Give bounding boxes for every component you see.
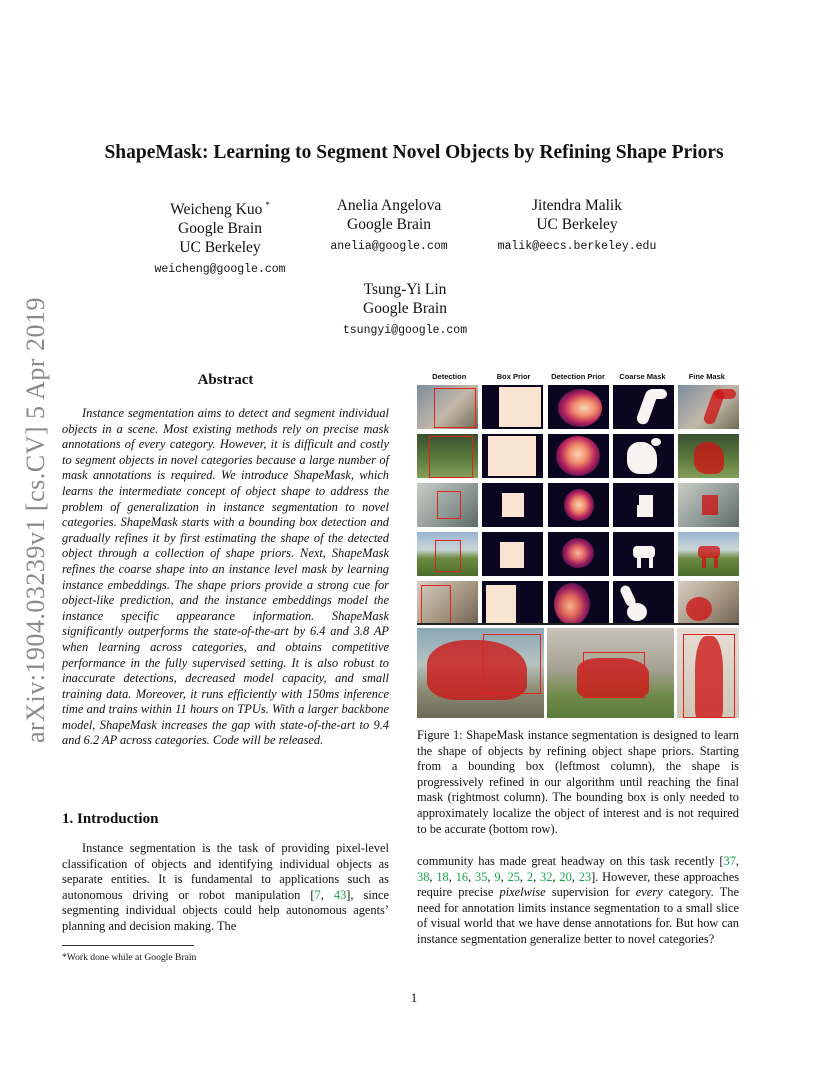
abstract-text: Instance segmentation aims to detect and segment individual objects in a scene. Most existing methods rely on precise mask annotations of every category. However, it is difficult and costly to segment objects in novel categories because a large number of mask annotations is required. We introduce ShapeMask, which learns the intermediate concept of object shape to address the problem of generalization in instance segmentation to novel categories. ShapeMask starts with a bounding box detection and gradually refines it by first estimating the shape of the detected object through a collection of shape priors. Next, ShapeMask refines the coarse shape into an instance level mask by learning instance embeddings. The shape priors provide a strong cue for object-like prediction, and the instance embeddings model the instance specific appearance information. ShapeMask significantly outperforms the state-of-the-art by 6.4 and 3.8 AP when learning across categories, and obtains competitive performance in the fully supervised setting. It is also robust to inaccurate detections, decreased model capacity, and small training data. Moreover, it runs efficiently with 150ms inference time and trains within 11 hours on TPUs. With a larger backbone model, ShapeMask increases the gap with state-of-the-art to 9.4 and 6.2 AP across categories. Code will be released. [62, 406, 389, 748]
author-email[interactable]: weicheng@google.com [154, 263, 286, 277]
coarse-mask-image [613, 581, 674, 625]
citation-link[interactable]: 32 [540, 869, 553, 884]
abstract-heading: Abstract [197, 372, 254, 388]
citation-link[interactable]: 23 [578, 869, 592, 884]
detection-prior-image [548, 483, 609, 527]
emphasis-text: every [635, 885, 663, 900]
footnote: *Work done while at Google Brain [62, 952, 197, 963]
figure-column-headers [417, 372, 739, 384]
figure-bottom-row [417, 628, 739, 718]
citation-link[interactable]: 38 [417, 869, 430, 884]
detection-image [417, 385, 478, 429]
coarse-mask-image [613, 483, 674, 527]
figure-caption: Figure 1: ShapeMask instance segmentation is designed to learn the shape of objects by refining object shape priors. Starting from a bounding box (leftmost column), the shape is progressively refined in our algorithm until reaching the final mask (rightmost column). The bounding box is only needed to approximately localize the object of interest and is not required to be accurate (bottom row). [417, 728, 739, 836]
person-example-image [677, 628, 739, 718]
column-header: Detection [432, 372, 467, 381]
citation-link[interactable]: 35 [475, 869, 488, 884]
detection-image [417, 483, 478, 527]
body-text: category. The need for annotation limits instance segmentation to a small slice of visual world that we have dense annotations for. But how can instance segmentation generalize better to novel categories? [417, 885, 739, 946]
coarse-mask-image [613, 532, 674, 576]
author-name: Tsung-Yi Lin [363, 281, 447, 298]
citation-link[interactable]: 43 [333, 887, 347, 902]
author-affiliation: Google Brain [347, 216, 431, 233]
figure-separator [417, 623, 739, 625]
box-prior-image [482, 483, 543, 527]
footnote-mark: * [265, 200, 270, 210]
page-number: 1 [410, 990, 418, 1005]
citation-link[interactable]: 37 [723, 854, 736, 868]
fine-mask-image [678, 581, 739, 625]
dog-bed-example-image [547, 628, 674, 718]
citation-link[interactable]: 16 [455, 869, 469, 884]
coarse-mask-image [613, 434, 674, 478]
detection-prior-image [548, 434, 609, 478]
detection-prior-image [548, 581, 609, 625]
detection-prior-image [548, 385, 609, 429]
citation-link[interactable]: 7 [314, 887, 321, 902]
intro-paragraph: Instance segmentation is the task of providing pixel-level classification of objects and identifying individual objects as separate entities. It is fundamental to applications such as autonomous driving or robot manipulation [7, 43], since segmenting individual objects could help autonomous agents’ planning and decision making. The [62, 841, 390, 933]
elephant-example-image [417, 628, 544, 718]
author-email[interactable]: malik@eecs.berkeley.edu [497, 240, 657, 253]
coarse-mask-image [613, 385, 674, 429]
box-prior-image [482, 434, 543, 478]
author-name: Jitendra Malik [532, 197, 622, 214]
fine-mask-image [678, 483, 739, 527]
detection-image [417, 581, 478, 625]
arxiv-identifier: arXiv:1904.03239v1 [cs.CV] 5 Apr 2019 [21, 297, 50, 744]
body-text: supervision for [545, 885, 636, 900]
box-prior-image [482, 581, 543, 625]
author-name: Anelia Angelova [336, 197, 442, 214]
citation-link[interactable]: 2 [526, 869, 534, 884]
footnote-rule [62, 945, 194, 946]
author-block-malik [482, 196, 672, 256]
detection-image [417, 532, 478, 576]
paper-title: ShapeMask: Learning to Segment Novel Objects by Refining Shape Priors [104, 142, 724, 163]
author-affiliation: Google Brain [363, 300, 447, 317]
emphasis-text: pixelwise [499, 885, 546, 900]
author-affiliation: UC Berkeley [179, 239, 261, 257]
column-header: Fine Mask [688, 372, 725, 381]
citation-link[interactable]: 25 [507, 869, 520, 884]
column-header: Detection Prior [551, 372, 605, 381]
author-email[interactable]: tsungyi@google.com [342, 324, 468, 337]
box-prior-image [482, 385, 543, 429]
author-affiliation: UC Berkeley [536, 216, 618, 233]
author-email[interactable]: anelia@google.com [330, 240, 448, 253]
author-block-lin [320, 280, 490, 340]
citation-link[interactable]: 18 [436, 869, 449, 884]
box-prior-image [482, 532, 543, 576]
citation-link[interactable]: 20 [559, 869, 572, 884]
intro-text: Instance segmentation is the task of providing pixel-level classification of objects and identifying individual objects as separate entities. It is fundamental to applications such as autonomous driving or robot manipulation [ [62, 841, 389, 902]
detection-image [417, 434, 478, 478]
citation-link[interactable]: 9 [494, 869, 501, 884]
right-column-paragraph: community has made great headway on this task recently [37, 38, 18, 16, 35, 9, 25, 2, 32, 20, 23]. However, these approaches require precise pixelwise supervision for every category. The need for annotation limits instance segmentation to a small slice of visual world that we have dense annotations for. But how can instance segmentation generalize better to novel categories? [417, 854, 740, 946]
figure-grid [417, 385, 739, 625]
intro-text: ], since segmenting individual objects could help autonomous agents’ planning and decision making. The [62, 887, 390, 933]
body-text: community has made great headway on this task recently [ [417, 854, 724, 868]
author-name: Weicheng Kuo [170, 201, 263, 219]
fine-mask-image [678, 532, 739, 576]
author-affiliation: Google Brain [178, 220, 262, 238]
column-header: Box Prior [496, 372, 531, 381]
author-block-kuo [140, 196, 300, 279]
column-header: Coarse Mask [619, 372, 666, 381]
fine-mask-image [678, 385, 739, 429]
detection-prior-image [548, 532, 609, 576]
section-heading: 1. Introduction [62, 811, 159, 827]
author-block-angelova [318, 196, 460, 256]
fine-mask-image [678, 434, 739, 478]
body-text: ]. However, these approaches require precise [417, 869, 740, 900]
